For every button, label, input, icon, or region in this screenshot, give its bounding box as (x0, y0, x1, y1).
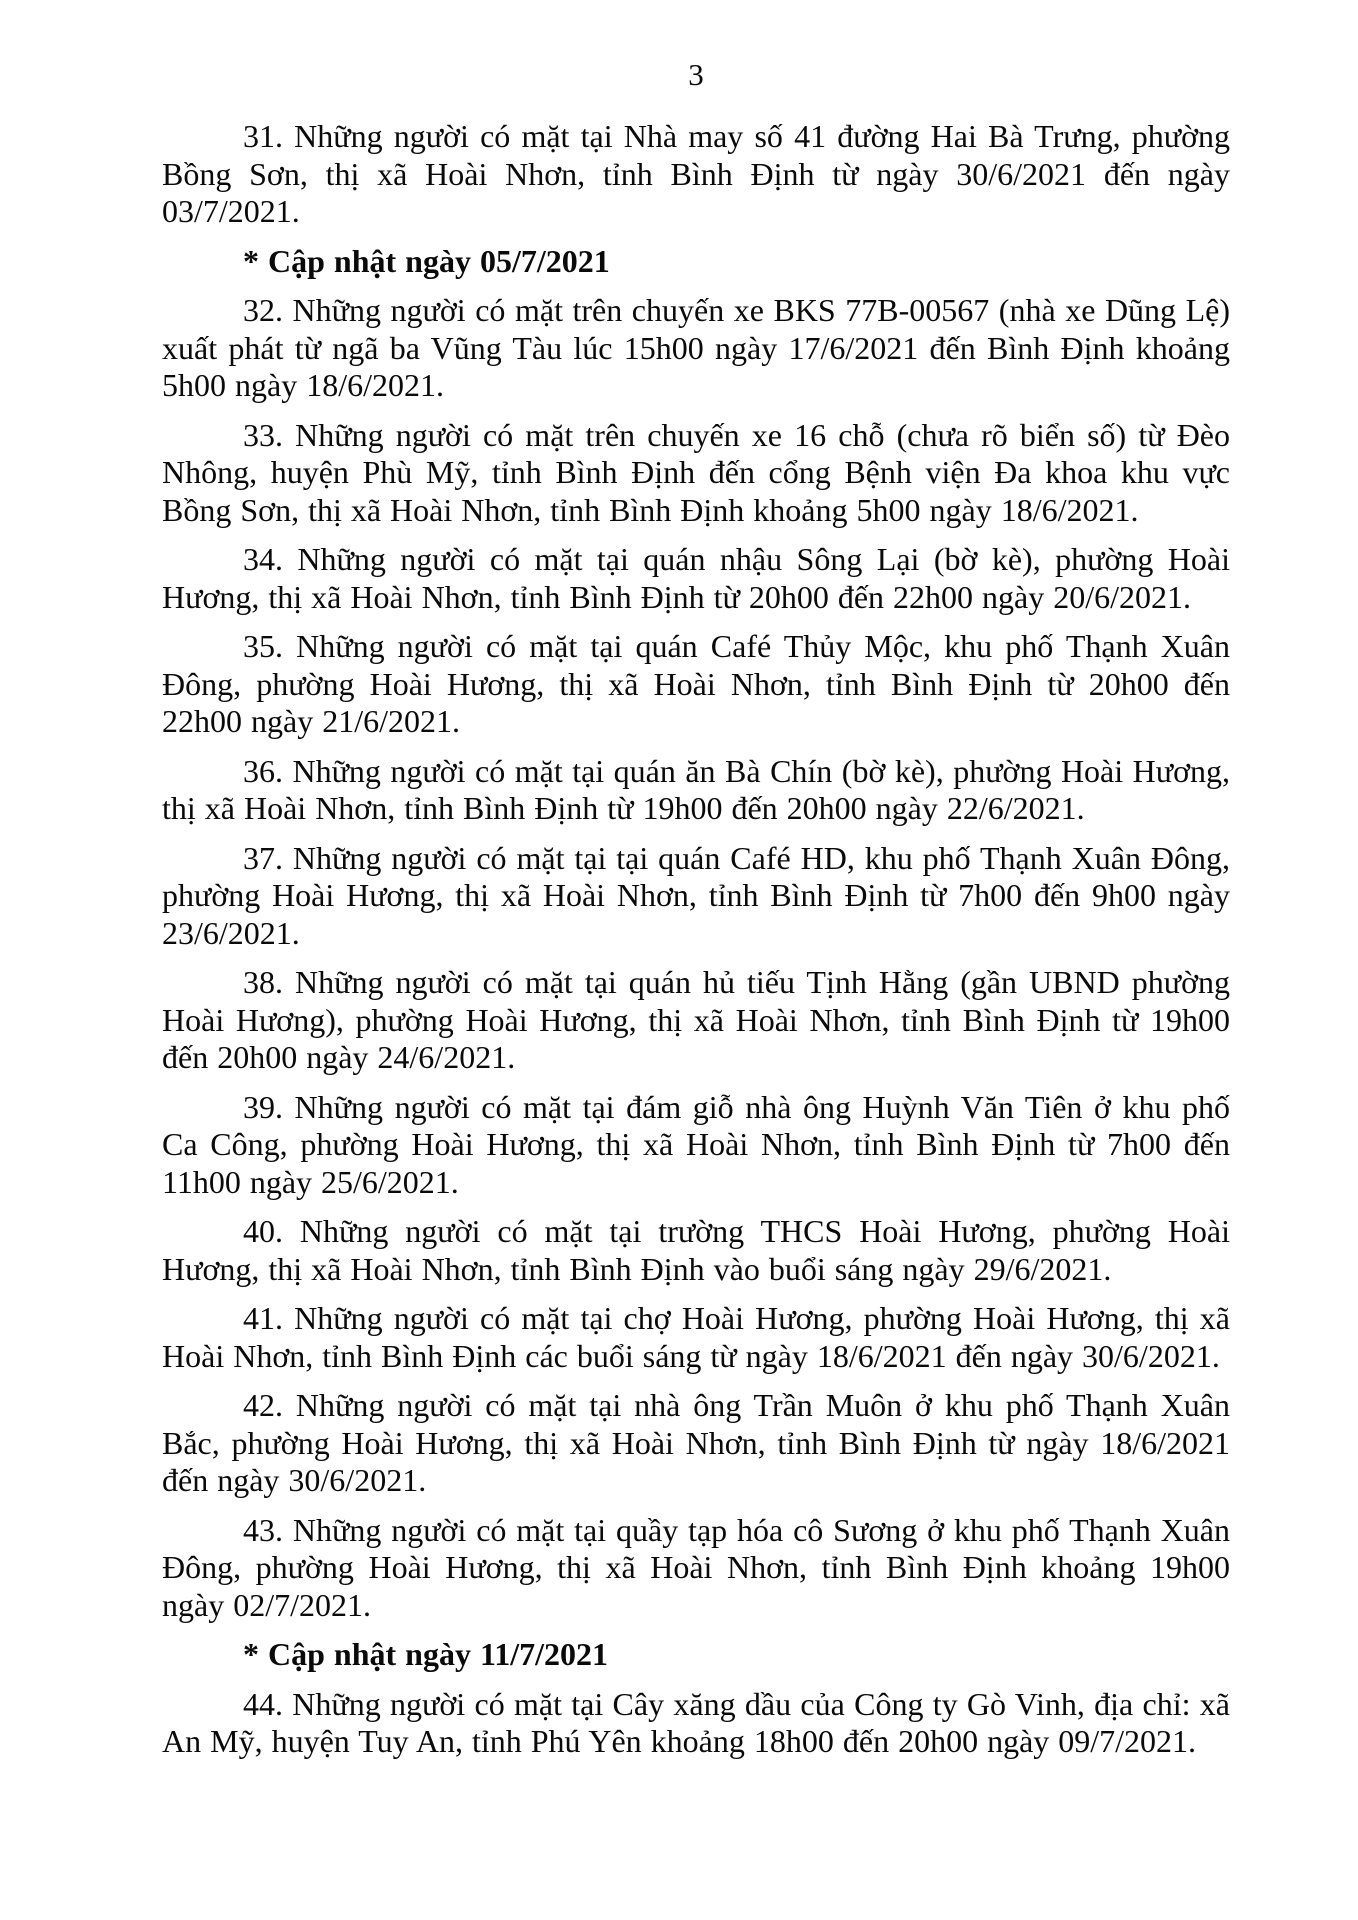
numbered-paragraph: 41. Những người có mặt tại chợ Hoài Hương, phường Hoài Hương, thị xã Hoài Nhơn, tỉnh Bình Định các buổi sáng từ ngày 18/6/2021 đến ngày 30/6/2021. (162, 1300, 1230, 1374)
numbered-paragraph: 42. Những người có mặt tại nhà ông Trần Muôn ở khu phố Thạnh Xuân Bắc, phường Hoài Hương, thị xã Hoài Nhơn, tỉnh Bình Định từ ngày 18/6/2021 đến ngày 30/6/2021. (162, 1387, 1230, 1498)
update-heading: * Cập nhật ngày 11/7/2021 (243, 1636, 608, 1672)
numbered-paragraph: 38. Những người có mặt tại quán hủ tiếu Tịnh Hằng (gần UBND phường Hoài Hương), phường Hoài Hương, thị xã Hoài Nhơn, tỉnh Bình Định từ 19h00 đến 20h00 ngày 24/6/2021. (162, 964, 1230, 1075)
document-body (162, 118, 1230, 1761)
numbered-paragraph: 39. Những người có mặt tại đám giỗ nhà ông Huỳnh Văn Tiên ở khu phố Ca Công, phường Hoài Hương, thị xã Hoài Nhơn, tỉnh Bình Định từ 7h00 đến 11h00 ngày 25/6/2021. (162, 1088, 1230, 1200)
numbered-paragraph: 33. Những người có mặt trên chuyến xe 16 chỗ (chưa rõ biển số) từ Đèo Nhông, huyện Phù Mỹ, tỉnh Bình Định đến cổng Bệnh viện Đa khoa khu vực Bồng Sơn, thị xã Hoài Nhơn, tỉnh Bình Định khoảng 5h00 ngày 18/6/2021. (162, 416, 1230, 528)
numbered-paragraph: 43. Những người có mặt tại quầy tạp hóa cô Sương ở khu phố Thạnh Xuân Đông, phường Hoài Hương, thị xã Hoài Nhơn, tỉnh Bình Định khoảng 19h00 ngày 02/7/2021. (162, 1511, 1230, 1623)
numbered-paragraph: 34. Những người có mặt tại quán nhậu Sông Lại (bờ kè), phường Hoài Hương, thị xã Hoài Nhơn, tỉnh Bình Định từ 20h00 đến 22h00 ngày 20/6/2021. (162, 541, 1230, 615)
numbered-paragraph: 32. Những người có mặt trên chuyến xe BKS 77B-00567 (nhà xe Dũng Lệ) xuất phát từ ngã ba Vũng Tàu lúc 15h00 ngày 17/6/2021 đến Bình Định khoảng 5h00 ngày 18/6/2021. (162, 292, 1230, 403)
numbered-paragraph: 40. Những người có mặt tại trường THCS Hoài Hương, phường Hoài Hương, thị xã Hoài Nhơn, tỉnh Bình Định vào buổi sáng ngày 29/6/2021. (162, 1213, 1230, 1287)
numbered-paragraph: 35. Những người có mặt tại quán Café Thủy Mộc, khu phố Thạnh Xuân Đông, phường Hoài Hương, thị xã Hoài Nhơn, tỉnh Bình Định từ 20h00 đến 22h00 ngày 21/6/2021. (162, 628, 1230, 739)
numbered-paragraph: 31. Những người có mặt tại Nhà may số 41 đường Hai Bà Trưng, phường Bồng Sơn, thị xã Hoài Nhơn, tỉnh Bình Định từ ngày 30/6/2021 đến ngày 03/7/2021. (162, 118, 1230, 229)
update-heading: * Cập nhật ngày 05/7/2021 (243, 242, 610, 279)
numbered-paragraph: 44. Những người có mặt tại Cây xăng dầu của Công ty Gò Vinh, địa chỉ: xã An Mỹ, huyện Tuy An, tỉnh Phú Yên khoảng 18h00 đến 20h00 ngày 09/7/2021. (162, 1685, 1230, 1759)
numbered-paragraph: 36. Những người có mặt tại quán ăn Bà Chín (bờ kè), phường Hoài Hương, thị xã Hoài Nhơn, tỉnh Bình Định từ 19h00 đến 20h00 ngày 22/6/2021. (162, 752, 1230, 826)
numbered-paragraph: 37. Những người có mặt tại tại quán Café HD, khu phố Thạnh Xuân Đông, phường Hoài Hương, thị xã Hoài Nhơn, tỉnh Bình Định từ 7h00 đến 9h00 ngày 23/6/2021. (162, 839, 1230, 951)
page-number: 3 (688, 57, 704, 92)
